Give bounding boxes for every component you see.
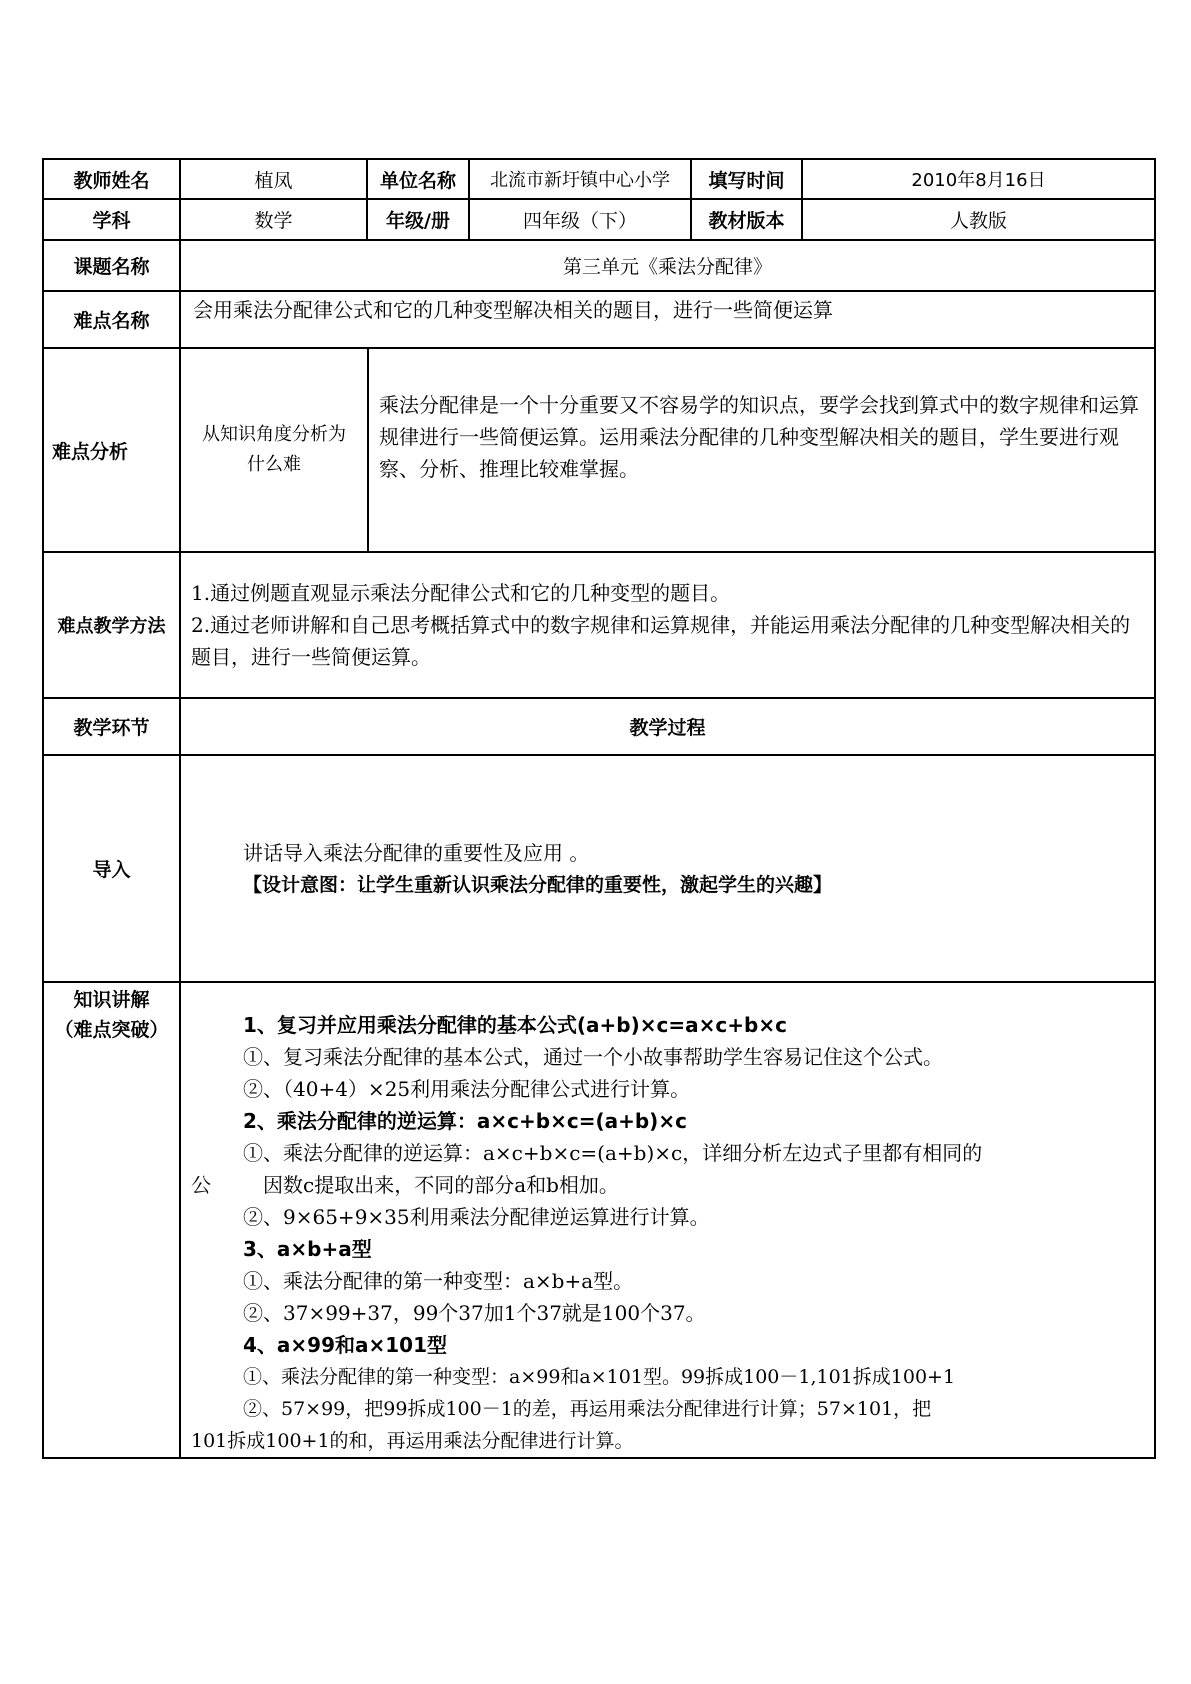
lesson-plan-sheet [42,158,1154,1459]
knowledge-row [43,982,1155,1458]
edition-label: 教材版本 [691,199,802,240]
section-4-item-b-cont: 101拆成100+1的和，再运用乘法分配律进行计算。 [191,1430,634,1452]
section-2-item-a: ①、乘法分配律的逆运算：a×c+b×c=(a+b)×c，详细分析左边式子里都有相同的 [243,1141,983,1165]
analysis-row [43,348,1155,552]
method-item-2: 2.通过老师讲解和自己思考概括算式中的数字规律和运算规律，并能运用乘法分配律的几种变型解决相关的题目，进行一些简便运算。 [191,613,1131,669]
header-row-1 [43,159,1155,199]
section-2-item-b: ②、9×65+9×35利用乘法分配律逆运算进行计算。 [243,1205,710,1229]
knowledge-sub-label: （难点突破） [54,1019,169,1041]
method-label: 难点教学方法 [43,552,180,698]
analysis-label: 难点分析 [43,348,180,552]
grade-label: 年级/册 [367,199,469,240]
process-header-value: 教学过程 [180,698,1155,755]
topic-row [43,240,1155,291]
teacher-label: 教师姓名 [43,159,180,199]
section-3-heading: 3、a×b+a型 [243,1237,372,1261]
date-value: 2010年8月16日 [802,159,1155,199]
section-2-item-a-prefix: 公 [191,1173,211,1197]
section-2-heading: 2、乘法分配律的逆运算：a×c+b×c=(a+b)×c [243,1109,687,1133]
intro-label: 导入 [43,755,180,982]
section-3-item-a: ①、乘法分配律的第一种变型：a×b+a型。 [243,1269,634,1293]
method-item-1: 1.通过例题直观显示乘法分配律公式和它的几种变型的题目。 [191,581,731,605]
section-1-item-a: ①、复习乘法分配律的基本公式，通过一个小故事帮助学生容易记住这个公式。 [243,1045,943,1069]
section-1-heading: 1、复习并应用乘法分配律的基本公式(a+b)×c=a×c+b×c [243,1013,787,1037]
analysis-sub-label: 从知识角度分析为什么难 [202,424,346,475]
date-label: 填写时间 [691,159,802,199]
difficulty-label: 难点名称 [43,291,180,348]
unit-label: 单位名称 [367,159,469,199]
method-row [43,552,1155,698]
difficulty-row [43,291,1155,348]
section-4-item-a: ①、乘法分配律的第一种变型：a×99和a×101型。99拆成100－1,101拆成100+1 [243,1366,956,1388]
process-header-row [43,698,1155,755]
topic-value: 第三单元《乘法分配律》 [180,240,1155,291]
lesson-plan-table [42,158,1156,1459]
analysis-text: 乘法分配律是一个十分重要又不容易学的知识点，要学会找到算式中的数字规律和运算规律进行一些简便运算。运用乘法分配律的几种变型解决相关的题目，学生要进行观察、分析、推理比较难掌握。 [379,393,1139,481]
section-4-item-b: ②、57×99，把99拆成100－1的差，再运用乘法分配律进行计算；57×101，把 [243,1398,932,1420]
edition-value: 人教版 [802,199,1155,240]
intro-row [43,755,1155,982]
teacher-value: 植凤 [180,159,367,199]
unit-value: 北流市新圩镇中心小学 [469,159,691,199]
section-3-item-b: ②、37×99+37，99个37加1个37就是100个37。 [243,1301,706,1325]
grade-value: 四年级（下） [469,199,691,240]
section-4-heading: 4、a×99和a×101型 [243,1333,448,1357]
subject-value: 数学 [180,199,367,240]
difficulty-value: 会用乘法分配律公式和它的几种变型解决相关的题目，进行一些简便运算 [193,298,833,322]
intro-design-intent: 【设计意图：让学生重新认识乘法分配律的重要性，激起学生的兴趣】 [243,873,833,896]
section-1-item-b: ②、（40+4）×25利用乘法分配律公式进行计算。 [243,1077,691,1101]
section-2-item-a-cont: 因数c提取出来，不同的部分a和b相加。 [263,1173,619,1197]
subject-label: 学科 [43,199,180,240]
header-row-2 [43,199,1155,240]
knowledge-label: 知识讲解 [73,989,150,1011]
intro-line-1: 讲话导入乘法分配律的重要性及应用 。 [243,840,590,865]
topic-label: 课题名称 [43,240,180,291]
process-stage-label: 教学环节 [43,698,180,755]
